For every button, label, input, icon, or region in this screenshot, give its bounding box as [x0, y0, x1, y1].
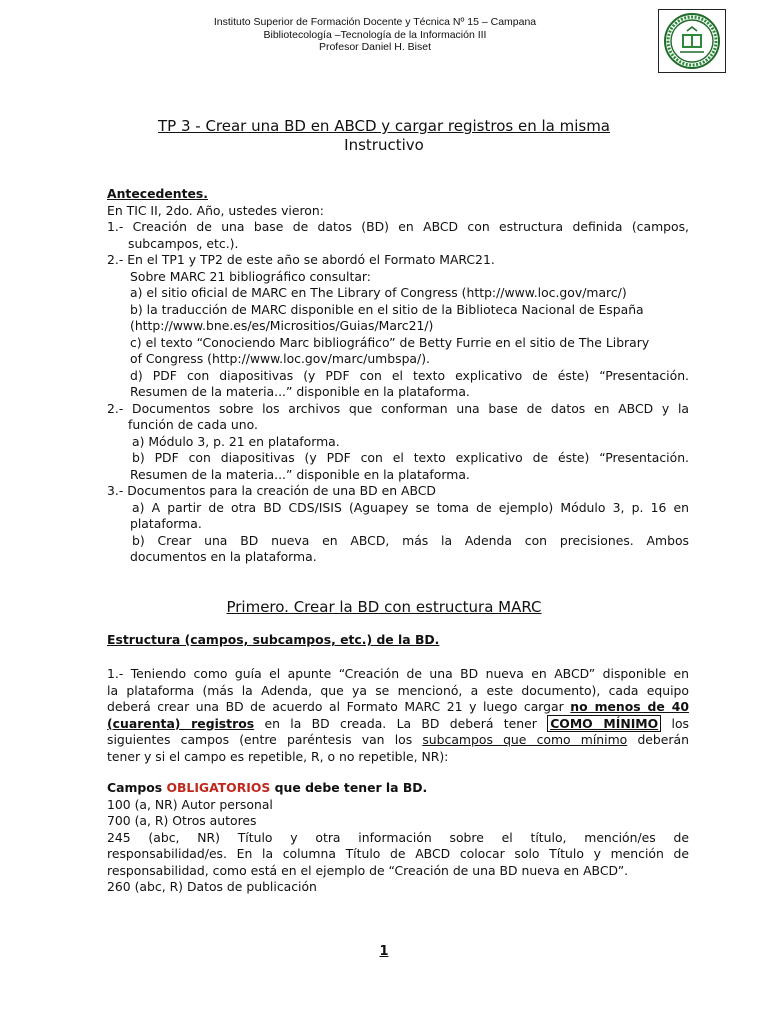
text-line: of Congress (http://www.loc.gov/marc/umbspa/).: [130, 351, 430, 366]
campo-line: 260 (abc, R) Datos de publicación: [107, 879, 317, 894]
estructura-heading: Estructura (campos, subcampos, etc.) de la BD.: [107, 632, 440, 647]
text-line: a) Módulo 3, p. 21 en plataforma.: [132, 433, 340, 449]
text-line: a) A partir de otra BD CDS/ISIS (Aguapey se toma de ejemplo) Módulo 3, p. 16 en: [132, 499, 689, 515]
antecedentes-section: [107, 186, 689, 566]
header-line-course: Bibliotecología –Tecnología de la Información III: [263, 28, 487, 41]
document-title: [0, 117, 768, 155]
text-line: 1.- Creación de una base de datos (BD) en ABCD con estructura definida (campos,: [107, 219, 689, 234]
text-line: plataforma.: [130, 516, 202, 531]
estructura-section: [107, 632, 689, 649]
emphasis-min-records: no menos de 40: [570, 699, 689, 714]
text-line: la plataforma (más la Adenda, que ya se mencionó, a este documento), cada equipo: [107, 682, 689, 698]
emphasis-records: (cuarenta) registros: [107, 715, 255, 731]
campo-line: 700 (a, R) Otros autores: [107, 813, 257, 828]
text-span: Campos: [107, 780, 163, 795]
text-line: c) el texto “Conociendo Marc bibliográfico” de Betty Furrie en el sitio de The Library: [130, 334, 650, 350]
institution-header: [150, 16, 600, 54]
text-line: b) la traducción de MARC disponible en el sitio de la Biblioteca Nacional de España: [130, 301, 644, 317]
paragraph-1: [107, 666, 689, 765]
text-line: función de cada uno.: [128, 417, 258, 432]
text-line: 3.- Documentos para la creación de una BD en ABCD: [107, 483, 436, 498]
text-line: Resumen de la materia...” disponible en la plataforma.: [130, 466, 470, 482]
header-line-professor: Profesor Daniel H. Biset: [318, 41, 432, 53]
campo-line: responsabilidad/es. En la columna Título de ABCD colocar solo Título y mención de: [107, 846, 689, 861]
text-line: d) PDF con diapositivas (y PDF con el texto explicativo de éste) “Presentación.: [130, 367, 689, 383]
campo-line: 100 (a, NR) Autor personal: [107, 796, 273, 812]
text-span: deberán: [637, 732, 689, 747]
text-line: 2.- Documentos sobre los archivos que conforman una base de datos en ABCD y la: [107, 400, 689, 416]
text-line: a) el sitio oficial de MARC en The Library of Congress (http://www.loc.gov/marc/): [130, 285, 627, 300]
text-span: que debe tener la BD.: [274, 780, 428, 795]
text-line: documentos en la plataforma.: [130, 549, 317, 564]
emphasis-subcampos: subcampos que como mínimo: [422, 732, 628, 747]
text-line: Sobre MARC 21 bibliográfico consultar:: [130, 268, 371, 284]
obligatorios-label: OBLIGATORIOS: [166, 780, 271, 795]
text-line: En TIC II, 2do. Año, ustedes vieron:: [107, 202, 324, 218]
text-line: [107, 732, 689, 749]
text-line: (http://www.bne.es/es/Micrositios/Guias/Marc21/): [130, 318, 434, 333]
text-line: Resumen de la materia...” disponible en la plataforma.: [130, 384, 470, 399]
text-span: los: [671, 715, 689, 731]
text-line: subcampos, etc.).: [128, 235, 239, 251]
emphasis-como-minimo: COMO MÍNIMO: [547, 715, 661, 732]
antecedentes-heading: Antecedentes.: [107, 186, 208, 201]
seal-icon: [662, 12, 722, 70]
page-number: 1: [379, 944, 389, 959]
campos-section: [107, 780, 689, 896]
title-main: TP 3 - Crear una BD en ABCD y cargar registros en la misma: [157, 117, 610, 135]
text-line: [107, 699, 689, 716]
section-heading-primero: Primero. Crear la BD con estructura MARC: [226, 598, 542, 616]
text-span: deberá crear una BD de acuerdo al Formato MARC 21 y luego cargar: [107, 699, 564, 714]
header-line-institution: Instituto Superior de Formación Docente y Técnica Nº 15 – Campana: [213, 16, 537, 28]
text-line: 2.- En el TP1 y TP2 de este año se abordó el Formato MARC21.: [107, 252, 495, 267]
text-line: 1.- Teniendo como guía el apunte “Creación de una BD nueva en ABCD” disponible en: [107, 666, 689, 681]
campo-line: 245 (abc, NR) Título y otra información sobre el título, mención/es de: [107, 829, 689, 845]
campo-line: responsabilidad, como está en el ejemplo de “Creación de una BD nueva en ABCD”.: [107, 862, 629, 878]
text-span: siguientes campos (entre paréntesis van los: [107, 732, 413, 747]
campos-heading: [107, 780, 689, 797]
text-line: b) Crear una BD nueva en ABCD, más la Adenda con precisiones. Ambos: [132, 532, 689, 548]
title-subtitle: Instructivo: [344, 136, 424, 154]
institution-logo: [658, 9, 726, 73]
text-span: en la BD creada. La BD deberá tener: [264, 715, 537, 731]
text-line: tener y si el campo es repetible, R, o no repetible, NR):: [107, 748, 449, 764]
text-line: [107, 716, 689, 733]
text-line: b) PDF con diapositivas (y PDF con el texto explicativo de éste) “Presentación.: [132, 450, 689, 465]
